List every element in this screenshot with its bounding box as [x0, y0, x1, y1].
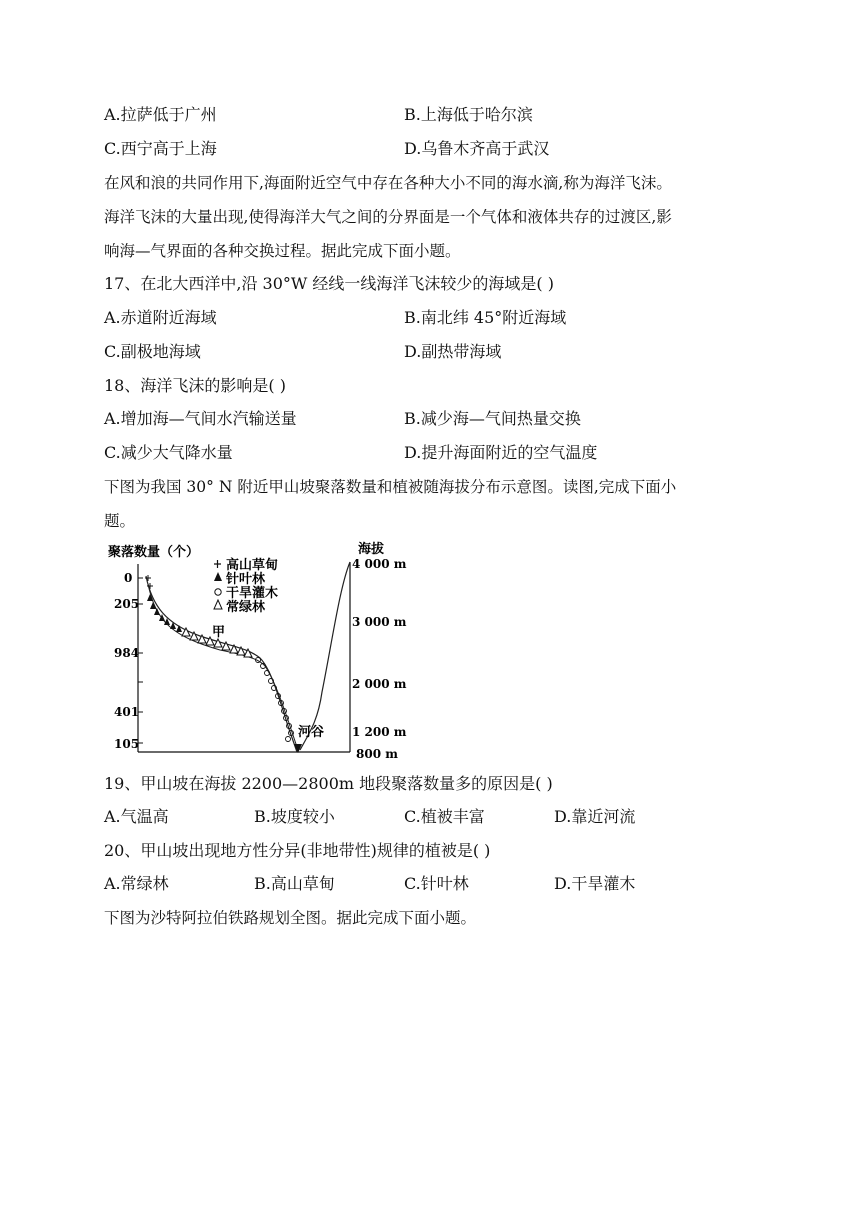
passage1-line-2: 海洋飞沫的大量出现,使得海洋大气之间的分界面是一个气体和液体共存的过渡区,影 — [104, 208, 672, 226]
coniferous-forest-marks — [147, 594, 182, 632]
legend-alpine-meadow-label: 高山草甸 — [226, 558, 279, 573]
q20-stem: 20、甲山坡出现地方性分异(非地带性)规律的植被是( ) — [104, 841, 491, 860]
q20-option-b: B.高山草甸 — [254, 874, 335, 893]
legend-coniferous-icon — [214, 572, 222, 581]
right-tick-4000: 4 000 m — [352, 557, 407, 571]
right-axis-title: 海拔 — [358, 542, 385, 557]
q16-option-b: B.上海低于哈尔滨 — [404, 105, 533, 124]
left-tick-105: 105 — [114, 737, 140, 751]
legend-dry-shrub-icon — [215, 589, 221, 595]
right-tick-2000: 2 000 m — [352, 677, 407, 691]
q18-stem: 18、海洋飞沫的影响是( ) — [104, 376, 286, 395]
slope-label-jia: 甲 — [212, 625, 226, 640]
q18-option-a: A.增加海—气间水汽输送量 — [104, 409, 297, 428]
q16-option-c: C.西宁高于上海 — [104, 139, 217, 158]
q17-option-c: C.副极地海域 — [104, 342, 201, 361]
q17-stem: 17、在北大西洋中,沿 30°W 经线一线海洋飞沫较少的海域是( ) — [104, 274, 554, 293]
q17-option-d: D.副热带海域 — [404, 342, 502, 361]
legend-coniferous-label: 针叶林 — [226, 572, 266, 587]
settlement-vegetation-figure — [100, 536, 410, 762]
q19-option-a: A.气温高 — [104, 807, 169, 826]
q18-option-d: D.提升海面附近的空气温度 — [404, 443, 598, 462]
legend-alpine-meadow-icon — [214, 560, 221, 568]
q16-option-a: A.拉萨低于广州 — [104, 105, 217, 124]
left-tick-984: 984 — [114, 646, 140, 660]
passage1-line-3: 响海—气界面的各种交换过程。据此完成下面小题。 — [104, 242, 461, 260]
left-tick-0: 0 — [124, 571, 133, 585]
dry-shrub-marks — [256, 658, 294, 742]
passage1-line-1: 在风和浪的共同作用下,海面附近空气中存在各种大小不同的海水滴,称为海洋飞沫。 — [104, 174, 672, 192]
q20-option-c: C.针叶林 — [404, 874, 469, 893]
legend-dry-shrub-label: 干旱灌木 — [226, 586, 279, 601]
q16-option-d: D.乌鲁木齐高于武汉 — [404, 139, 550, 158]
passage2-line-2: 题。 — [104, 512, 136, 530]
legend-evergreen-label: 常绿林 — [226, 600, 266, 615]
valley-label: 河谷 — [298, 725, 325, 740]
left-axis-title: 聚落数量（个） — [108, 545, 200, 560]
slope-profile-right — [300, 562, 350, 750]
q17-option-a: A.赤道附近海域 — [104, 308, 217, 327]
left-tick-205: 205 — [114, 597, 140, 611]
q20-option-d: D.干旱灌木 — [554, 874, 636, 893]
settlement-curve — [148, 584, 298, 750]
q17-option-b: B.南北纬 45°附近海域 — [404, 308, 567, 327]
slope-profile-left — [146, 576, 297, 752]
q18-option-b: B.减少海—气间热量交换 — [404, 409, 581, 428]
left-tick-401: 401 — [114, 705, 140, 719]
q18-option-c: C.减少大气降水量 — [104, 443, 233, 462]
q19-stem: 19、甲山坡在海拔 2200—2800m 地段聚落数量多的原因是( ) — [104, 774, 553, 793]
q19-option-b: B.坡度较小 — [254, 807, 335, 826]
legend — [214, 557, 278, 615]
q19-option-c: C.植被丰富 — [404, 807, 485, 826]
right-tick-800: 800 m — [356, 747, 398, 761]
legend-evergreen-icon — [214, 600, 222, 609]
q20-option-a: A.常绿林 — [104, 874, 169, 893]
right-tick-1200: 1 200 m — [352, 725, 407, 739]
q19-option-d: D.靠近河流 — [554, 807, 636, 826]
right-tick-3000: 3 000 m — [352, 615, 407, 629]
passage3-text: 下图为沙特阿拉伯铁路规划全图。据此完成下面小题。 — [104, 909, 477, 927]
passage2-line-1: 下图为我国 30° N 附近甲山坡聚落数量和植被随海拔分布示意图。读图,完成下面小 — [104, 478, 677, 496]
